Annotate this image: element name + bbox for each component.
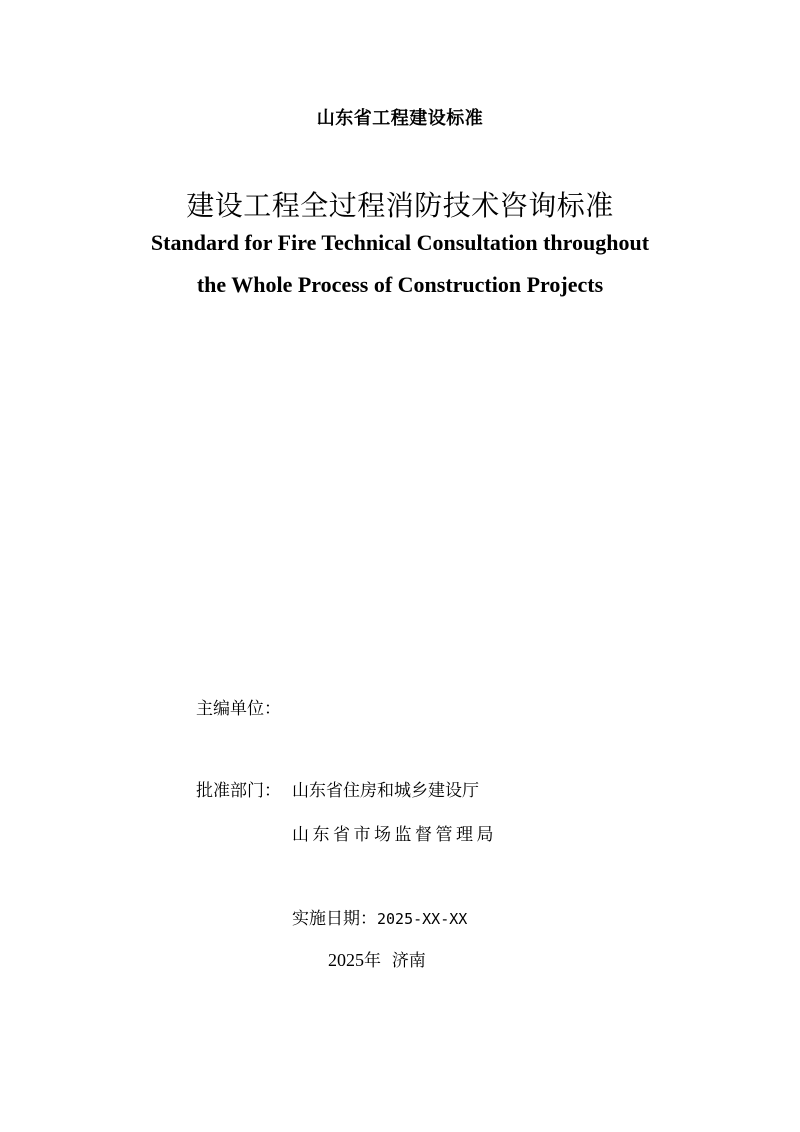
publication-year-suffix: 年: [364, 951, 381, 971]
approval-department-label: 批准部门：: [196, 781, 281, 801]
implementation-date-value: 2025-XX-XX: [377, 910, 468, 928]
standard-series-label: 山东省工程建设标准: [316, 108, 484, 129]
publication-year-city: [328, 946, 426, 971]
publication-city: 济南: [391, 951, 426, 971]
approval-department-2: 山东省市场监督管理局: [292, 825, 497, 845]
title-chinese: 建设工程全过程消防技术咨询标准: [186, 189, 614, 222]
publication-year: 2025: [328, 950, 364, 970]
title-english-line-1: Standard for Fire Technical Consultation throughout: [150, 230, 650, 255]
chief-editor-label: 主编单位：: [196, 699, 281, 719]
approval-department-1: 山东省住房和城乡建设厅: [292, 781, 479, 801]
title-english-line-2: the Whole Process of Construction Projects: [196, 272, 604, 297]
implementation-date-label: 实施日期：: [292, 909, 377, 929]
implementation-date-line: [292, 904, 467, 929]
